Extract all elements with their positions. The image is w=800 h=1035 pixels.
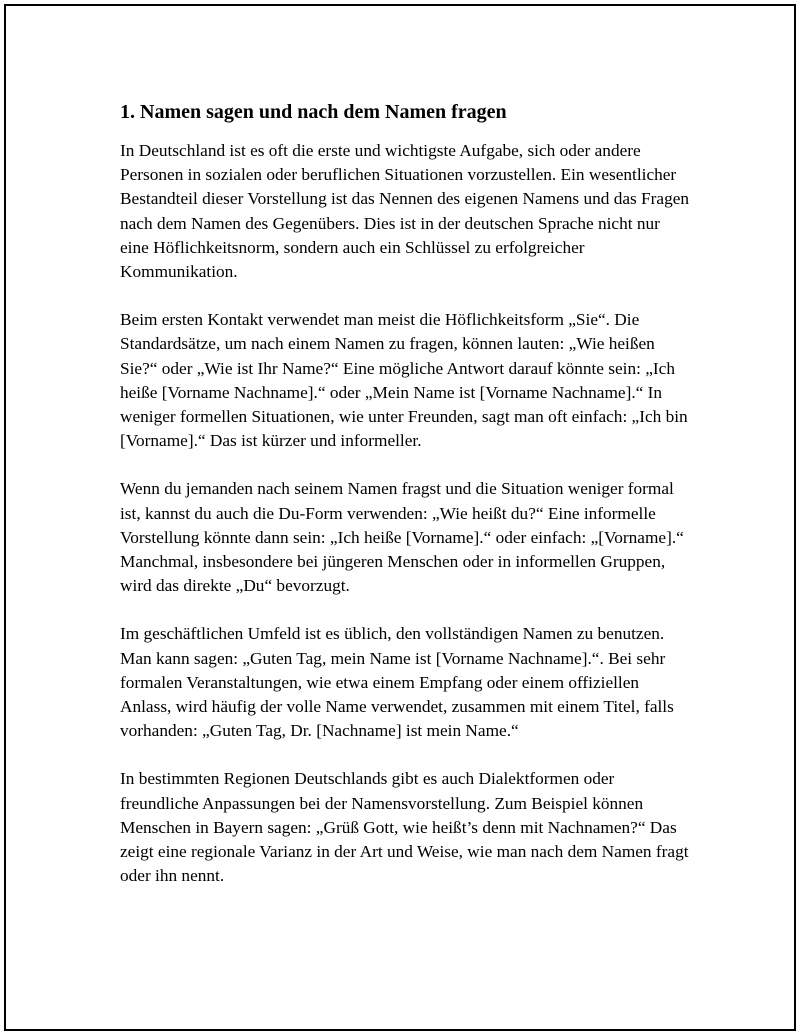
paragraph-1: In Deutschland ist es oft die erste und wichtigste Aufgabe, sich oder andere Personen in sozialen oder beruflichen Situationen vorzustellen. Ein wesentlicher Bestandteil dieser Vorstellung ist das Nennen des eigenen Namens und das Fragen nach dem Namen des Gegenübers. Dies ist in der deutschen Sprache nicht nur eine Höflichkeitsnorm, sondern auch ein Schlüssel zu erfolgreicher Kommunikation. bbox=[120, 141, 690, 282]
paragraph-3: Wenn du jemanden nach seinem Namen fragst und die Situation weniger formal ist, kannst du auch die Du-Form verwenden: „Wie heißt du?“ Eine informelle Vorstellung könnte dann sein: „Ich heiße [Vorname].“ oder einfach: „[Vorname].“ Manchmal, insbesondere bei jüngeren Menschen oder in informellen Gruppen, wird das direkte „Du“ bevorzugt. bbox=[120, 479, 684, 596]
page-frame bbox=[4, 4, 796, 1031]
paragraph-2: Beim ersten Kontakt verwendet man meist die Höflichkeitsform „Sie“. Die Standardsätze, um nach einem Namen zu fragen, können lauten: „Wie heißen Sie?“ oder „Wie ist Ihr Name?“ Eine mögliche Antwort darauf könnte sein: „Ich heiße [Vorname Nachname].“ oder „Mein Name ist [Vorname Nachname].“ In weniger formellen Situationen, wie unter Freunden, sagt man oft einfach: „Ich bin [Vorname].“ Das ist kürzer und informeller. bbox=[120, 310, 688, 451]
document-body bbox=[120, 96, 692, 888]
paragraph-4: Im geschäftlichen Umfeld ist es üblich, den vollständigen Namen zu benutzen. Man kann sagen: „Guten Tag, mein Name ist [Vorname Nachname].“. Bei sehr formalen Veranstaltungen, wie etwa einem Empfang oder einem offiziellen Anlass, wird häufig der volle Name verwendet, zusammen mit einem Titel, falls vorhanden: „Guten Tag, Dr. [Nachname] ist mein Name.“ bbox=[120, 624, 674, 741]
section-title: 1. Namen sagen und nach dem Namen fragen bbox=[120, 101, 507, 123]
paragraph-5: In bestimmten Regionen Deutschlands gibt es auch Dialektformen oder freundliche Anpassungen bei der Namensvorstellung. Zum Beispiel können Menschen in Bayern sagen: „Grüß Gott, wie heißt’s denn mit Nachnamen?“ Das zeigt eine regionale Varianz in der Art und Weise, wie man nach dem Namen fragt oder ihn nennt. bbox=[120, 769, 689, 886]
